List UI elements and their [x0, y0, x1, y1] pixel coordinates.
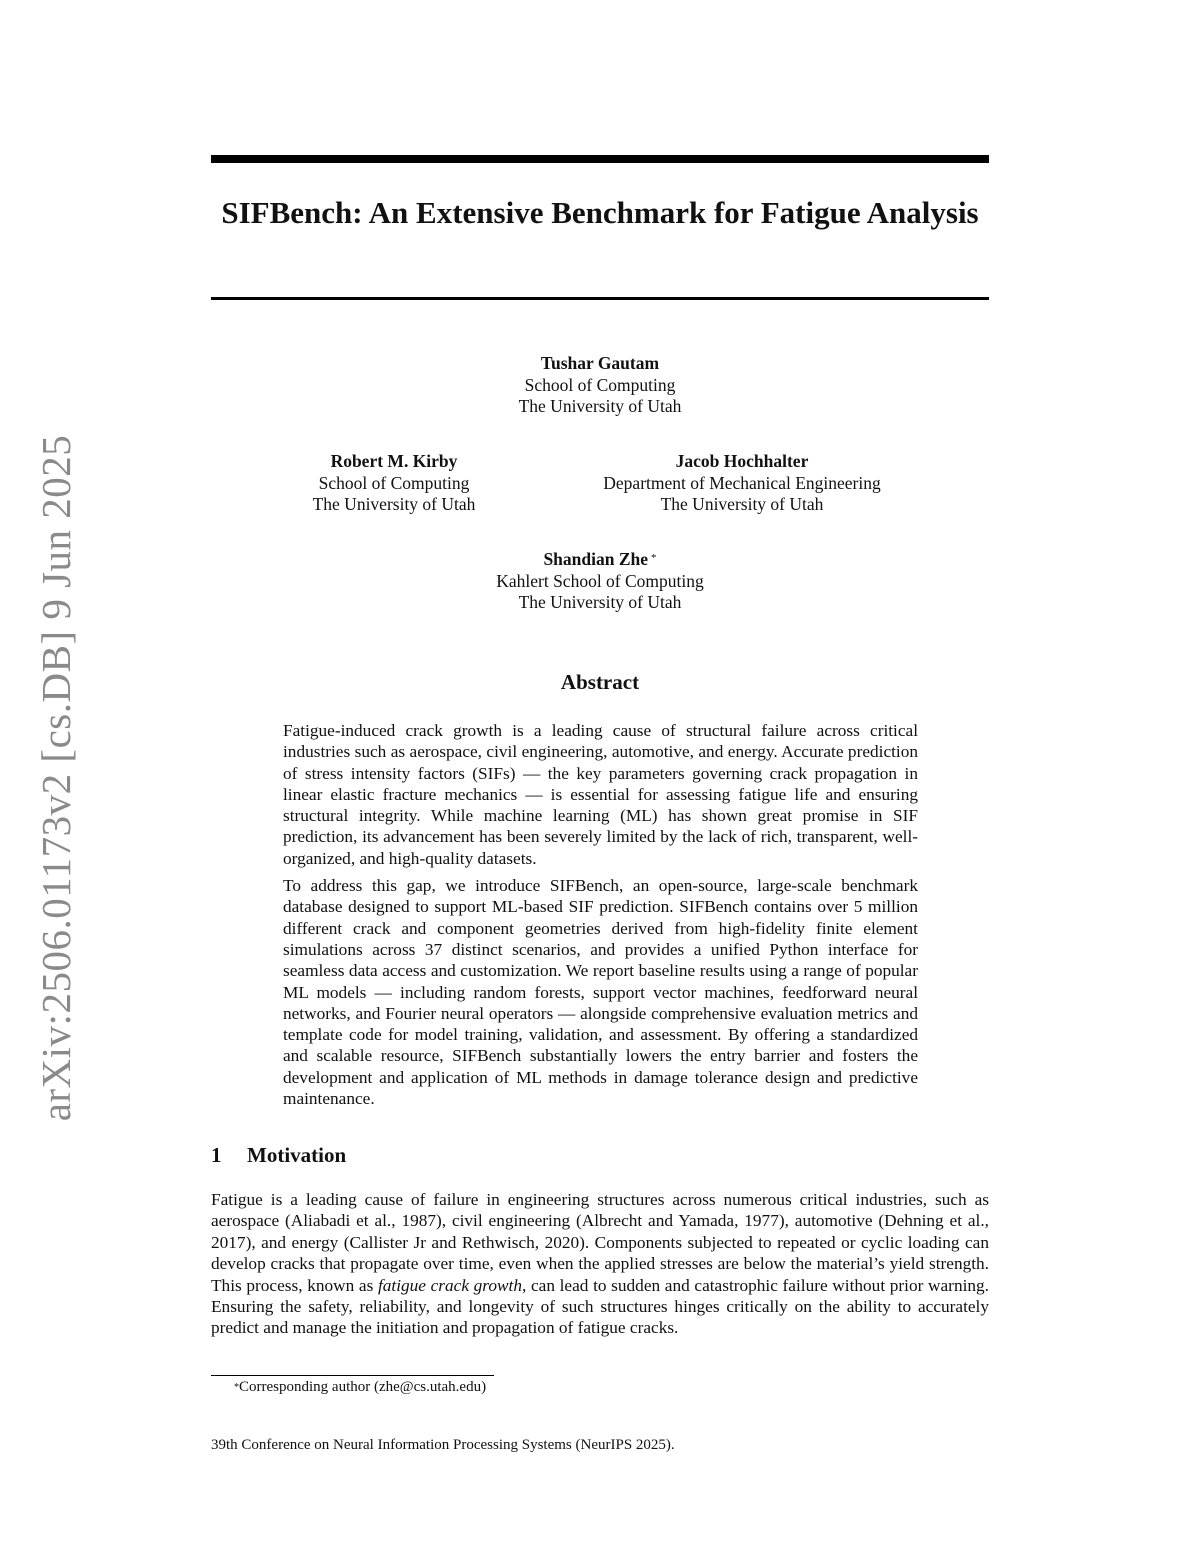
footnote-rule	[211, 1375, 494, 1376]
author-name: Jacob Hochhalter	[675, 451, 809, 471]
corresponding-author-mark: *	[651, 552, 657, 564]
author-department: Kahlert School of Computing	[496, 570, 704, 591]
author-block-hochhalter	[562, 451, 922, 516]
author-name: Robert M. Kirby	[330, 451, 458, 471]
section-paragraph: Fatigue is a leading cause of failure in engineering structures across numerous critical industries, such as aerospace (Aliabadi et al., 1987), civil engineering (Albrecht and Yamada, 1977), automotive (Dehning et al., 2017), and energy (Callister Jr and Rethwisch, 2020). Components subjected to repeated or cyclic loading can develop cracks that propagate over time, even when the applied stresses are below the material’s yield strength. This process, known as fatigue crack growth, can lead to sudden and catastrophic failure without prior warning. Ensuring the safety, reliability, and longevity of such structures hinges critically on the ability to accurately predict and manage the initiation and propagation of fatigue cracks.	[211, 1190, 989, 1338]
author-department: School of Computing	[318, 472, 470, 493]
section-heading	[211, 1143, 346, 1168]
venue-note: 39th Conference on Neural Information Processing Systems (NeurIPS 2025).	[211, 1437, 675, 1453]
author-university: The University of Utah	[660, 494, 824, 514]
emphasized-term: fatigue crack growth	[377, 1275, 522, 1295]
author-university: The University of Utah	[518, 396, 682, 416]
footnote-text: Corresponding author (zhe@cs.utah.edu)	[239, 1379, 487, 1395]
author-name: Tushar Gautam	[540, 353, 660, 373]
author-block-kirby	[244, 451, 544, 516]
footnote	[234, 1378, 486, 1397]
title-bottom-rule	[211, 297, 989, 300]
title-top-rule	[211, 155, 989, 163]
section-title: Motivation	[247, 1143, 347, 1167]
author-university: The University of Utah	[312, 494, 476, 514]
abstract-paragraph: Fatigue-induced crack growth is a leading cause of structural failure across critical industries such as aerospace, civil engineering, automotive, and energy. Accurate prediction of stress intensity factors (SIFs) — the key parameters governing crack propagation in linear elastic fracture mechanics — is essential for assessing fatigue life and ensuring structural integrity. While machine learning (ML) has shown great promise in SIF prediction, its advancement has been severely limited by the lack of rich, transparent, well-organized, and high-quality datasets.	[283, 721, 918, 868]
abstract-heading: Abstract	[560, 670, 640, 694]
arxiv-identifier: arXiv:2506.01173v2 [cs.DB] 9 Jun 2025	[33, 434, 79, 1122]
author-block-zhe	[400, 549, 800, 614]
author-university: The University of Utah	[518, 592, 682, 612]
paper-title: SIFBench: An Extensive Benchmark for Fatigue Analysis	[221, 195, 979, 230]
author-department: Department of Mechanical Engineering	[603, 472, 881, 493]
abstract-paragraph: To address this gap, we introduce SIFBench, an open-source, large-scale benchmark database designed to support ML-based SIF prediction. SIFBench contains over 5 million different crack and component geometries derived from high-fidelity finite element simulations across 37 distinct scenarios, and provides a unified Python interface for seamless data access and customization. We report baseline results using a range of popular ML models — including random forests, support vector machines, feedforward neural networks, and Fourier neural operators — alongside comprehensive evaluation metrics and template code for model training, validation, and assessment. By offering a standardized and scalable resource, SIFBench substantially lowers the entry barrier and fosters the development and application of ML methods in damage tolerance design and predictive maintenance.	[283, 876, 918, 1109]
abstract-body	[283, 720, 918, 1115]
author-block-gautam	[400, 353, 800, 418]
footnote-mark: *	[234, 1382, 239, 1393]
author-department: School of Computing	[524, 374, 676, 395]
author-name: Shandian Zhe *	[543, 549, 657, 569]
section-number: 1	[211, 1143, 222, 1167]
